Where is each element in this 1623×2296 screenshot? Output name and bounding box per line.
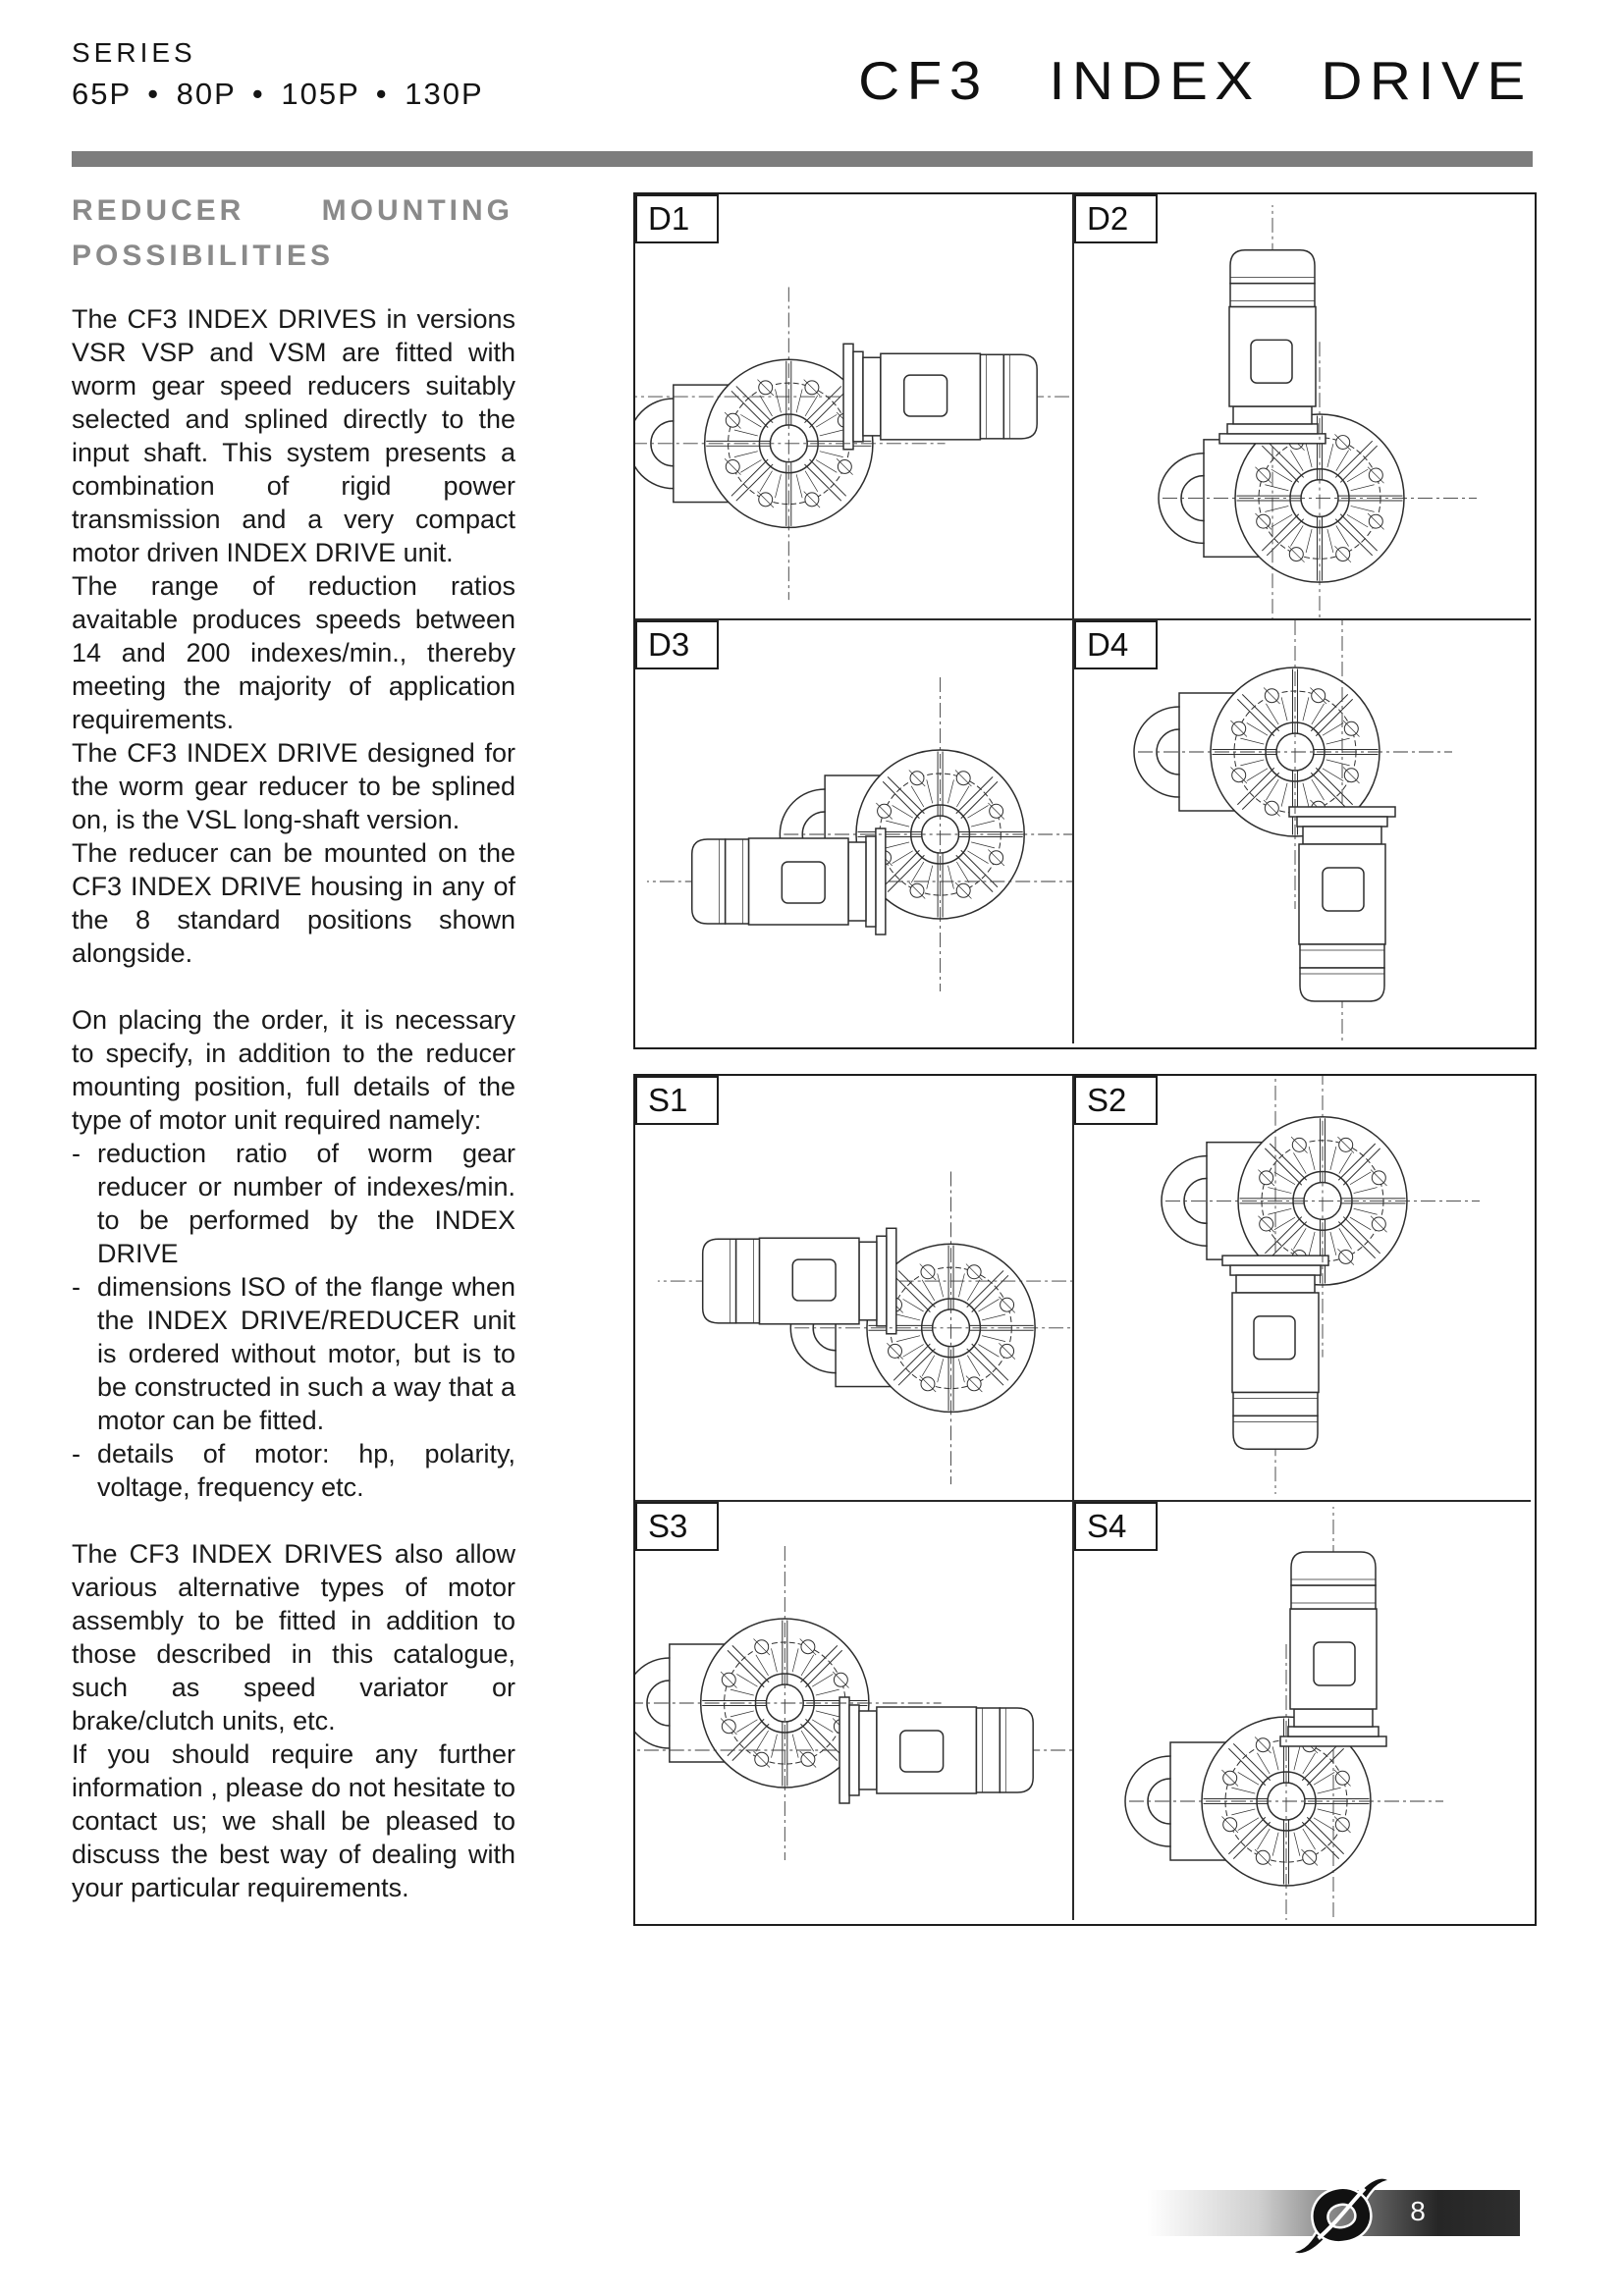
- panel-label-d2: D2: [1074, 194, 1158, 243]
- mounting-drawing-s3: [635, 1502, 1072, 1920]
- panel-s2: [1074, 1076, 1531, 1502]
- mounting-drawing-d3: [635, 620, 1072, 1043]
- paragraph: The CF3 INDEX DRIVES in versions VSR VSP and VSM are fitted with worm gear speed reducers suitably selected and splined directly to the input shaft. This system presents a combination of rigid power transmission and a very compact motor driven INDEX DRIVE unit.: [72, 304, 515, 567]
- mounting-positions-box-s: [633, 1074, 1537, 1926]
- bullet-item: [72, 1270, 515, 1437]
- paragraph: The CF3 INDEX DRIVES also allow various alternative types of motor assembly to be fitted in addition to those described in this catalogue, such as speed variator or brake/clutch units, etc.: [72, 1539, 515, 1735]
- page-title: CF3 INDEX DRIVE: [858, 50, 1533, 111]
- header-rule: [72, 151, 1533, 167]
- heading-word-reducer: REDUCER: [72, 194, 245, 227]
- panel-label-d1: D1: [635, 194, 719, 243]
- bullet-text: dimensions ISO of the flange when the INDEX DRIVE/REDUCER unit is ordered without motor, but is to be constructed in such a way that a motor can be fitted.: [97, 1272, 515, 1435]
- panel-label-s2: S2: [1074, 1076, 1158, 1125]
- panel-d1: [635, 194, 1074, 620]
- panel-d2: [1074, 194, 1531, 620]
- mounting-drawing-s4: [1074, 1502, 1531, 1920]
- bullet-marker: -: [72, 1272, 81, 1302]
- panel-label-s3: S3: [635, 1502, 719, 1551]
- paragraph: On placing the order, it is necessary to specify, in addition to the reducer mounting position, full details of the type of motor unit required namely:: [72, 1005, 515, 1135]
- mounting-drawing-d2: [1074, 194, 1531, 618]
- paragraph: The CF3 INDEX DRIVE designed for the worm gear reducer to be splined on, is the VSL long-shaft version.: [72, 738, 515, 834]
- section-heading: [72, 194, 514, 273]
- bullet-item: [72, 1137, 515, 1270]
- panel-s1: [635, 1076, 1074, 1502]
- bullet-text: details of motor: hp, polarity, voltage, frequency etc.: [97, 1439, 515, 1502]
- series-block: [72, 37, 484, 112]
- panel-s4: [1074, 1502, 1531, 1920]
- mounting-drawing-d1: [635, 194, 1072, 618]
- paragraph: The range of reduction ratios avaitable produces speeds between 14 and 200 indexes/min., thereby meeting the majority of application requirements.: [72, 571, 515, 734]
- panel-d4: [1074, 620, 1531, 1043]
- mounting-drawing-s1: [635, 1076, 1072, 1500]
- bullet-marker: -: [72, 1439, 81, 1468]
- brand-logo-icon: [1284, 2173, 1398, 2256]
- mounting-positions-box-d: [633, 192, 1537, 1049]
- paragraph: If you should require any further information , please do not hesitate to contact us; we shall be pleased to discuss the best way of dealing with your particular requirements.: [72, 1739, 515, 1902]
- paragraph: The reducer can be mounted on the CF3 INDEX DRIVE housing in any of the 8 standard positions shown alongside.: [72, 838, 515, 968]
- series-models: 65P • 80P • 105P • 130P: [72, 77, 484, 111]
- panel-label-s4: S4: [1074, 1502, 1158, 1551]
- panel-d3: [635, 620, 1074, 1043]
- section-heading-line1: [72, 194, 514, 228]
- page-number: 8: [1410, 2196, 1426, 2226]
- panel-label-d4: D4: [1074, 620, 1158, 669]
- panel-label-s1: S1: [635, 1076, 719, 1125]
- panel-label-d3: D3: [635, 620, 719, 669]
- bullet-marker: -: [72, 1139, 81, 1168]
- section-heading-line2: POSSIBILITIES: [72, 240, 335, 272]
- panel-s3: [635, 1502, 1074, 1920]
- series-label: SERIES: [72, 37, 196, 68]
- bullet-item: [72, 1437, 515, 1504]
- mounting-drawing-s2: [1074, 1076, 1531, 1500]
- body-text-column: [72, 302, 515, 1904]
- bullet-text: reduction ratio of worm gear reducer or number of indexes/min. to be performed by the INDEX DRIVE: [97, 1139, 515, 1268]
- mounting-drawing-d4: [1074, 620, 1531, 1043]
- heading-word-mounting: MOUNTING: [321, 194, 514, 227]
